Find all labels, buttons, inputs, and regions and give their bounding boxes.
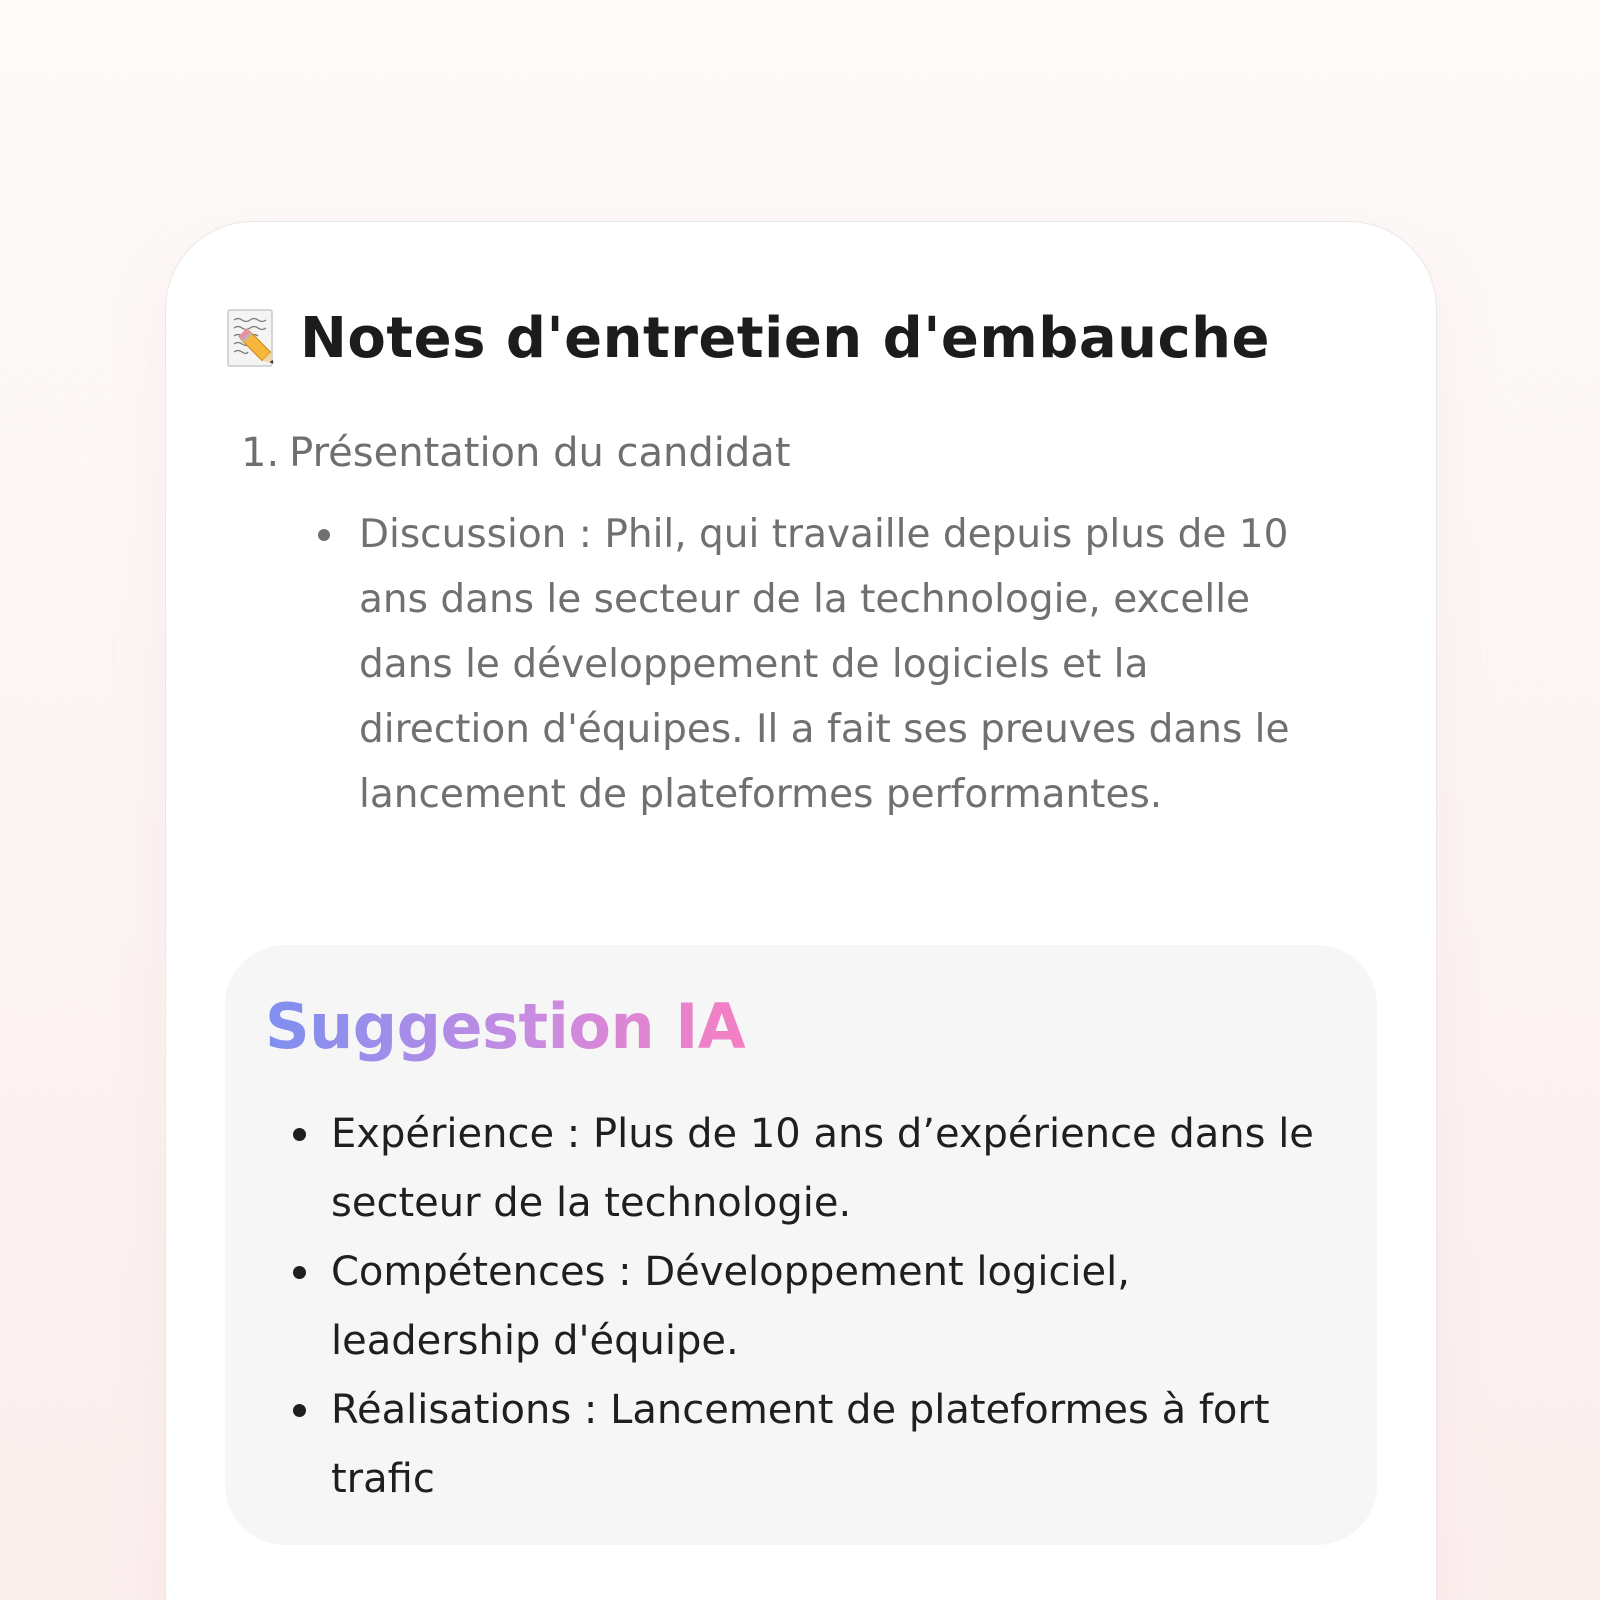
section-candidate-presentation	[241, 422, 1331, 827]
ai-suggestion-list	[265, 1100, 1340, 1514]
ai-suggestion-panel	[225, 945, 1377, 1545]
section-heading	[241, 422, 1331, 484]
ai-suggestion-text: Réalisations : Lancement de plateformes à fort trafic	[331, 1387, 1270, 1502]
bullet-icon	[293, 1128, 306, 1141]
discussion-text: Discussion : Phil, qui travaille depuis plus de 10 ans dans le secteur de la technologie, excelle dans le développement de logiciels et la direction d'équipes. Il a fait ses preuves dans le lancement de plateformes performantes.	[359, 512, 1290, 817]
list-item	[241, 502, 1299, 827]
list-item	[265, 1376, 1340, 1514]
list-item	[265, 1238, 1340, 1376]
memo-icon	[226, 308, 282, 370]
note-card	[165, 221, 1437, 1600]
bullet-icon	[293, 1404, 306, 1417]
note-title	[226, 306, 1270, 371]
ai-suggestion-text: Compétences : Développement logiciel, leadership d'équipe.	[331, 1249, 1130, 1364]
section-number: 1.	[241, 430, 280, 476]
ai-suggestion-title: Suggestion IA	[265, 987, 745, 1067]
list-item	[265, 1100, 1340, 1238]
page-title: Notes d'entretien d'embauche	[300, 306, 1271, 371]
ai-suggestion-text: Expérience : Plus de 10 ans d’expérience dans le secteur de la technologie.	[331, 1111, 1314, 1226]
bullet-icon	[318, 529, 330, 541]
bullet-icon	[293, 1266, 306, 1279]
section-heading-text: Présentation du candidat	[289, 430, 791, 476]
